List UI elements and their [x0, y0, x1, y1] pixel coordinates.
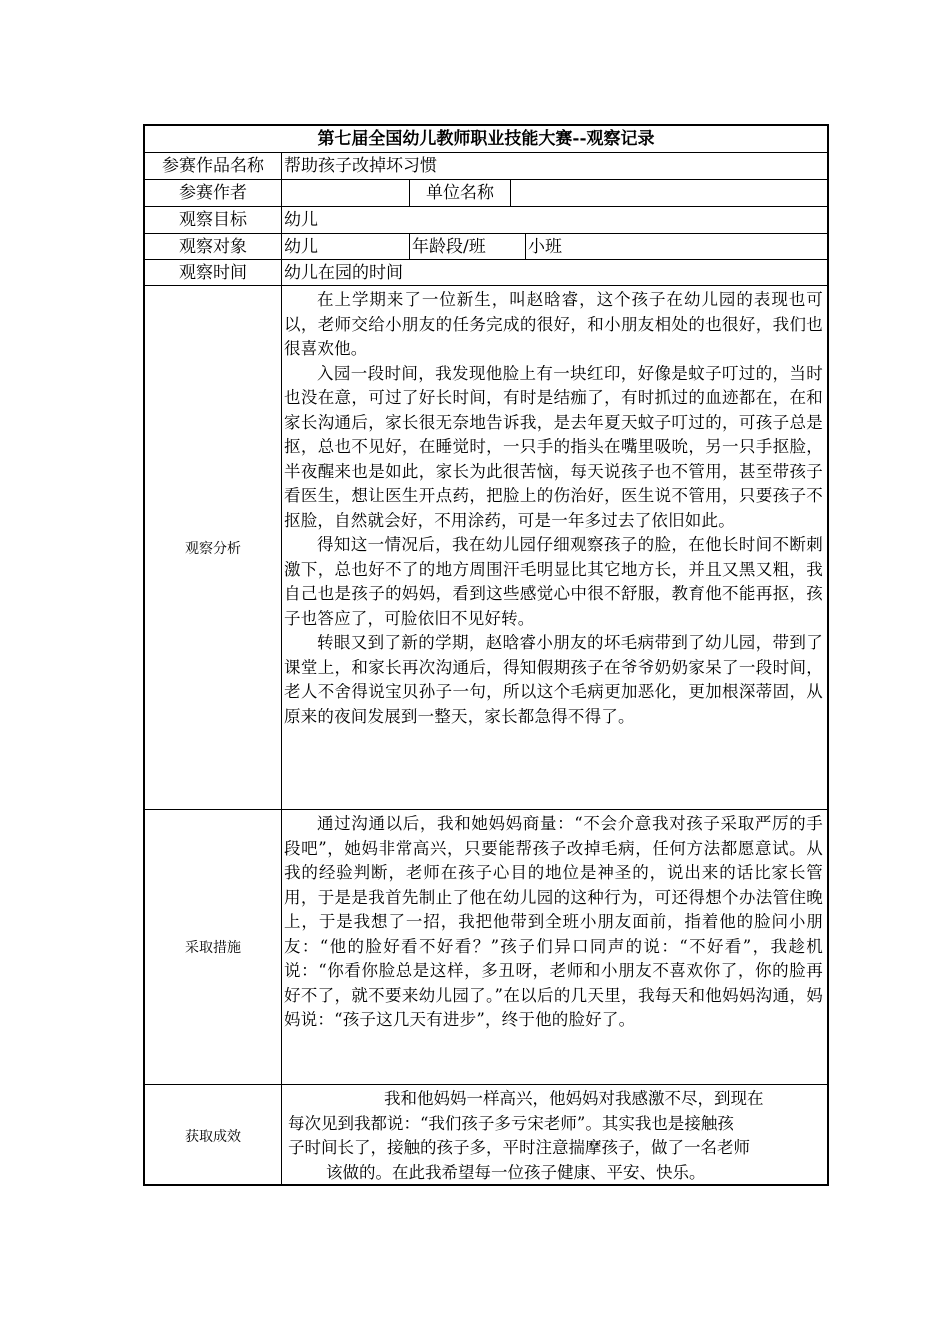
results-row	[145, 1085, 827, 1186]
observation-record-table	[143, 124, 829, 1186]
page-title: 第七届全国幼儿教师职业技能大赛--观察记录	[317, 129, 655, 149]
results-line: 每次见到我都说：“我们孩子多亏宋老师”。其实我也是接触孩	[288, 1113, 734, 1133]
analysis-paragraph: 得知这一情况后，我在幼儿园仔细观察孩子的脸，在他长时间不断刺激下，总也好不了的地方周围汗毛明显比其它地方长，并且又黑又粗，我自己也是孩子的妈妈，看到这些感觉心中很不舒服，教育他不能再抠，孩子也答应了，可脸依旧不见好转。	[284, 535, 823, 628]
analysis-label: 观察分析	[145, 286, 282, 809]
work-name-value: 帮助孩子改掉坏习惯	[284, 156, 437, 176]
goal-label: 观察目标	[145, 207, 282, 233]
measures-row	[145, 810, 827, 1085]
age-class-value: 小班	[528, 237, 562, 257]
goal-value: 幼儿	[284, 210, 318, 230]
analysis-row	[145, 286, 827, 810]
analysis-text	[282, 286, 827, 809]
unit-value	[511, 180, 827, 206]
results-line: 我和他妈妈一样高兴，他妈妈对我感激不尽，到现在	[384, 1089, 764, 1108]
object-label: 观察对象	[145, 234, 282, 259]
work-name-label: 参赛作品名称	[145, 153, 282, 179]
goal-row	[145, 207, 827, 234]
time-value: 幼儿在园的时间	[284, 263, 403, 283]
time-row	[145, 260, 827, 286]
title-row	[145, 126, 827, 153]
work-name-row	[145, 153, 827, 180]
author-value	[282, 180, 410, 206]
analysis-paragraph: 在上学期来了一位新生，叫赵晗睿，这个孩子在幼儿园的表现也可以，老师交给小朋友的任务完成的很好，和小朋友相处的也很好，我们也很喜欢他。	[284, 290, 823, 358]
measures-text	[282, 810, 827, 1084]
results-line: 该做的。在此我希望每一位孩子健康、平安、快乐。	[326, 1162, 706, 1182]
time-label: 观察时间	[145, 260, 282, 285]
author-label: 参赛作者	[145, 180, 282, 206]
results-line: 子时间长了，接触的孩子多，平时注意揣摩孩子，做了一名老师	[288, 1138, 750, 1157]
author-row	[145, 180, 827, 207]
measures-paragraph: 通过沟通以后，我和她妈妈商量：“不会介意我对孩子采取严厉的手段吧”，她妈非常高兴，只要能帮孩子改掉毛病，任何方法都愿意试。从我的经验判断，老师在孩子心目的地位是神圣的，说出来的话比家长管用，于是是我首先制止了他在幼儿园的这种行为，可还得想个办法管住晚上，于是我想了一招，我把他带到全班小朋友面前，指着他的脸问小朋友：“他的脸好看不好看？”孩子们异口同声的说：“不好看”，我趁机说：“你看你脸总是这样，多丑呀，老师和小朋友不喜欢你了，你的脸再好不了，就不要来幼儿园了。”在以后的几天里，我每天和他妈妈沟通，妈妈说：“孩子这几天有进步”，终于他的脸好了。	[284, 814, 823, 1029]
object-row	[145, 234, 827, 260]
results-text	[282, 1085, 827, 1186]
unit-label: 单位名称	[410, 180, 511, 206]
analysis-paragraph: 转眼又到了新的学期，赵晗睿小朋友的坏毛病带到了幼儿园，带到了课堂上，和家长再次沟通后，得知假期孩子在爷爷奶奶家呆了一段时间，老人不舍得说宝贝孙子一句，所以这个毛病更加恶化，更加根深蒂固，从原来的夜间发展到一整天，家长都急得不得了。	[284, 633, 823, 726]
analysis-paragraph: 入园一段时间，我发现他脸上有一块红印，好像是蚊子叮过的，当时也没在意，可过了好长时间，有时是结痂了，有时抓过的血迹都在，在和家长沟通后，家长很无奈地告诉我，是去年夏天蚊子叮过的，可孩子总是抠，总也不见好，在睡觉时，一只手的指头在嘴里吸吮，另一只手抠脸，半夜醒来也是如此，家长为此很苦恼，每天说孩子也不管用，甚至带孩子看医生，想让医生开点药，把脸上的伤治好，医生说不管用，只要孩子不抠脸，自然就会好，不用涂药，可是一年多过去了依旧如此。	[284, 363, 823, 530]
age-class-label: 年龄段/班	[410, 234, 526, 259]
results-label: 获取成效	[145, 1085, 282, 1186]
object-value: 幼儿	[282, 234, 410, 259]
measures-label: 采取措施	[145, 810, 282, 1084]
